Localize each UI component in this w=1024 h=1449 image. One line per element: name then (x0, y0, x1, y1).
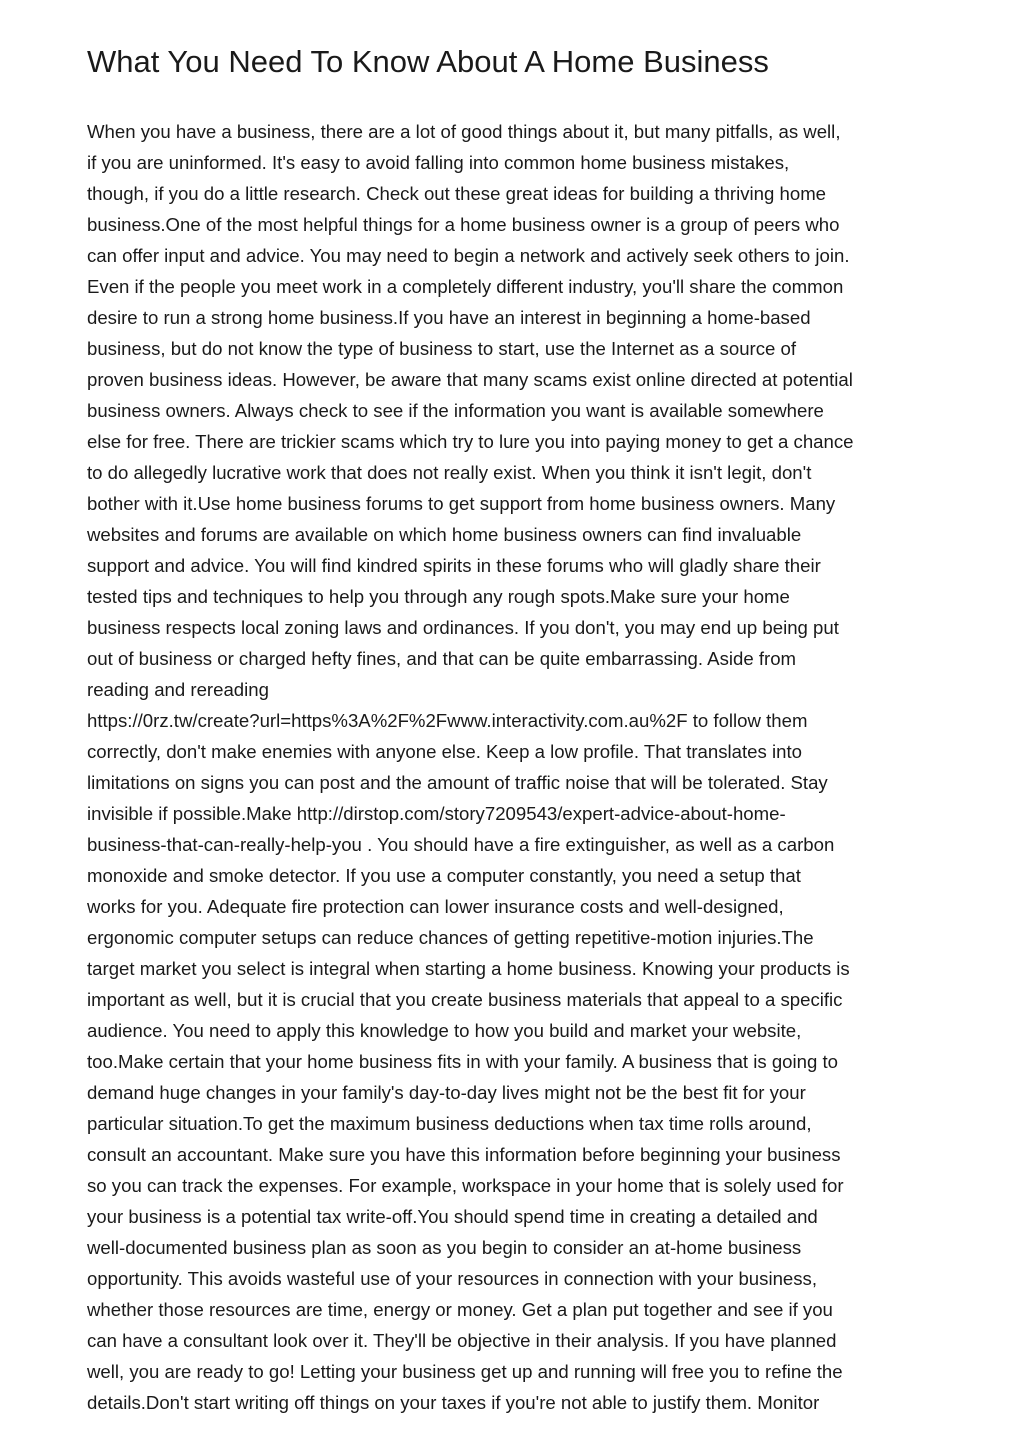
body-line: ergonomic computer setups can reduce chances of getting repetitive-motion injuries.The (87, 927, 814, 948)
body-line: audience. You need to apply this knowledge to how you build and market your website, (87, 1020, 802, 1041)
body-line: important as well, but it is crucial that you create business materials that appeal to a specific (87, 989, 843, 1010)
body-line: details.Don't start writing off things on your taxes if you're not able to justify them. Monitor (87, 1392, 820, 1413)
body-line: correctly, don't make enemies with anyone else. Keep a low profile. That translates into (87, 741, 802, 762)
body-line: target market you select is integral when starting a home business. Knowing your products is (87, 958, 850, 979)
body-line: Even if the people you meet work in a completely different industry, you'll share the common (87, 276, 844, 297)
document-title: What You Need To Know About A Home Business (87, 44, 769, 79)
body-line: monoxide and smoke detector. If you use a computer constantly, you need a setup that (87, 865, 801, 886)
body-line: limitations on signs you can post and the amount of traffic noise that will be tolerated. Stay (87, 772, 828, 793)
body-line: well, you are ready to go! Letting your business get up and running will free you to refine the (87, 1361, 843, 1382)
body-line: When you have a business, there are a lot of good things about it, but many pitfalls, as well, (87, 121, 841, 142)
body-line: business-that-can-really-help-you . You should have a fire extinguisher, as well as a carbon (87, 834, 835, 855)
document-body (87, 116, 947, 1418)
body-line: can offer input and advice. You may need to begin a network and actively seek others to join. (87, 245, 850, 266)
body-line: so you can track the expenses. For example, workspace in your home that is solely used for (87, 1175, 844, 1196)
body-line: websites and forums are available on which home business owners can find invaluable (87, 524, 802, 545)
body-line: consult an accountant. Make sure you have this information before beginning your business (87, 1144, 841, 1165)
body-line: https://0rz.tw/create?url=https%3A%2F%2Fwww.interactivity.com.au%2F to follow them (87, 710, 808, 731)
body-line: whether those resources are time, energy or money. Get a plan put together and see if you (87, 1299, 833, 1320)
body-line: your business is a potential tax write-off.You should spend time in creating a detailed and (87, 1206, 818, 1227)
body-line: invisible if possible.Make http://dirstop.com/story7209543/expert-advice-about-home- (87, 803, 786, 824)
body-line: bother with it.Use home business forums to get support from home business owners. Many (87, 493, 836, 514)
body-line: demand huge changes in your family's day-to-day lives might not be the best fit for your (87, 1082, 806, 1103)
body-line: works for you. Adequate fire protection can lower insurance costs and well-designed, (87, 896, 784, 917)
body-line: business respects local zoning laws and ordinances. If you don't, you may end up being put (87, 617, 839, 638)
body-line: well-documented business plan as soon as you begin to consider an at-home business (87, 1237, 802, 1258)
body-line: though, if you do a little research. Check out these great ideas for building a thriving home (87, 183, 827, 204)
body-line: to do allegedly lucrative work that does not really exist. When you think it isn't legit, don't (87, 462, 812, 483)
body-line: support and advice. You will find kindred spirits in these forums who will gladly share their (87, 555, 821, 576)
body-line: out of business or charged hefty fines, and that can be quite embarrassing. Aside from (87, 648, 797, 669)
body-line: reading and rereading (87, 679, 269, 700)
body-line: tested tips and techniques to help you through any rough spots.Make sure your home (87, 586, 790, 607)
body-line: opportunity. This avoids wasteful use of your resources in connection with your business, (87, 1268, 818, 1289)
body-line: else for free. There are trickier scams which try to lure you into paying money to get a chance (87, 431, 854, 452)
body-line: business, but do not know the type of business to start, use the Internet as a source of (87, 338, 797, 359)
body-line: can have a consultant look over it. They'll be objective in their analysis. If you have planned (87, 1330, 837, 1351)
body-line: particular situation.To get the maximum business deductions when tax time rolls around, (87, 1113, 812, 1134)
body-line: business.One of the most helpful things for a home business owner is a group of peers who (87, 214, 840, 235)
body-line: too.Make certain that your home business fits in with your family. A business that is going to (87, 1051, 839, 1072)
body-line: proven business ideas. However, be aware that many scams exist online directed at potential (87, 369, 853, 390)
body-line: if you are uninformed. It's easy to avoid falling into common home business mistakes, (87, 152, 790, 173)
body-line: desire to run a strong home business.If you have an interest in beginning a home-based (87, 307, 811, 328)
body-line: business owners. Always check to see if the information you want is available somewhere (87, 400, 824, 421)
